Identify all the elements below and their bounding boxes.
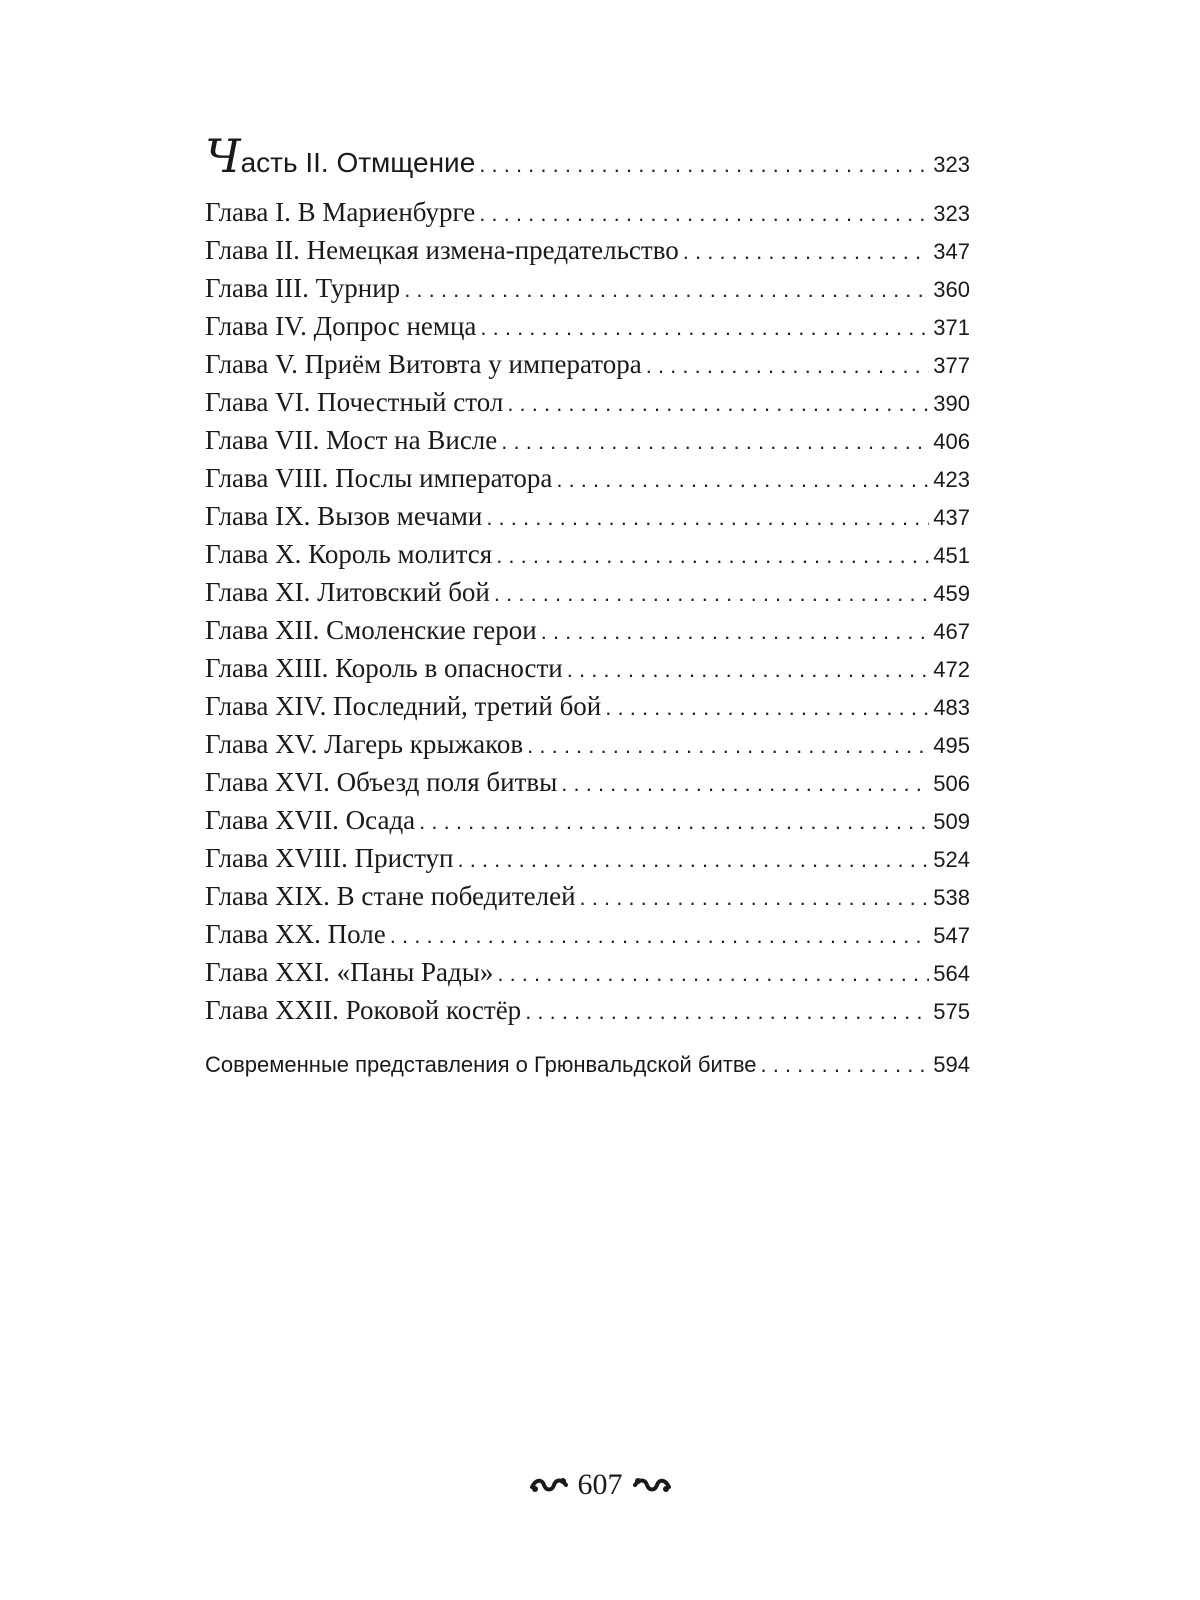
chapter-entry — [205, 573, 970, 611]
chapter-label: Глава II. Немецкая измена-предательство — [205, 235, 679, 265]
chapter-page-number: 538 — [933, 885, 970, 910]
dot-leader — [419, 803, 929, 841]
chapter-page-number: 467 — [933, 619, 970, 644]
dot-leader — [390, 917, 930, 955]
appendix-entry — [205, 1048, 970, 1082]
chapter-page-number: 524 — [933, 847, 970, 872]
chapter-entry — [205, 345, 970, 383]
dot-leader — [541, 613, 930, 651]
chapter-label: Глава XXII. Роковой костёр — [205, 995, 522, 1025]
chapter-entry — [205, 725, 970, 763]
chapter-page-number: 377 — [933, 353, 970, 378]
chapter-entry — [205, 801, 970, 839]
dot-leader — [479, 152, 929, 178]
appendix-page-number: 594 — [933, 1052, 970, 1077]
chapter-label: Глава V. Приём Витовта у императора — [205, 349, 642, 379]
chapter-entry — [205, 839, 970, 877]
chapter-page-number: 390 — [933, 391, 970, 416]
dot-leader — [501, 423, 929, 461]
chapter-label: Глава VIII. Послы императора — [205, 463, 553, 493]
chapter-page-number: 564 — [933, 961, 970, 986]
chapter-entry — [205, 307, 970, 345]
chapter-label: Глава XVI. Объезд поля битвы — [205, 767, 558, 797]
chapter-page-number: 495 — [933, 733, 970, 758]
chapter-label: Глава XVII. Осада — [205, 805, 416, 835]
folio-number: 607 — [577, 1468, 623, 1502]
dot-leader — [580, 879, 930, 917]
chapter-page-number: 575 — [933, 999, 970, 1024]
page-folio — [0, 1466, 1200, 1502]
chapter-label: Глава XXI. «Паны Рады» — [205, 957, 494, 987]
chapter-label: Глава VI. Почестный стол — [205, 387, 504, 417]
dot-leader — [404, 271, 929, 309]
chapter-entry — [205, 687, 970, 725]
dot-leader — [496, 537, 929, 575]
dot-leader — [561, 765, 929, 803]
appendix-label: Современные представления о Грюнвальдской битве — [205, 1052, 757, 1077]
chapter-page-number: 437 — [933, 505, 970, 530]
chapter-label: Глава IV. Допрос немца — [205, 311, 477, 341]
dot-leader — [646, 347, 930, 385]
dot-leader — [457, 841, 929, 879]
dot-leader — [567, 651, 930, 689]
chapter-label: Глава XII. Смоленские герои — [205, 615, 537, 645]
chapter-label: Глава XI. Литовский бой — [205, 577, 490, 607]
chapter-entry — [205, 535, 970, 573]
dot-leader — [556, 461, 929, 499]
chapter-entry — [205, 269, 970, 307]
dot-leader — [497, 955, 929, 993]
chapter-entry — [205, 953, 970, 991]
chapter-label: Глава XIII. Король в опасности — [205, 653, 563, 683]
part-heading — [205, 129, 970, 183]
chapter-label: Глава XX. Поле — [205, 919, 386, 949]
chapter-label: Глава XIX. В стане победителей — [205, 881, 576, 911]
dot-leader — [683, 233, 930, 271]
dot-leader — [486, 499, 929, 537]
dot-leader — [507, 385, 929, 423]
chapter-entry — [205, 991, 970, 1029]
dot-leader — [480, 309, 929, 347]
part-page-number: 323 — [933, 152, 970, 177]
chapter-page-number: 459 — [933, 581, 970, 606]
dot-leader — [605, 689, 929, 727]
chapter-label: Глава III. Турнир — [205, 273, 401, 303]
dot-leader — [479, 195, 929, 233]
chapter-entry — [205, 877, 970, 915]
chapter-entry — [205, 497, 970, 535]
chapter-page-number: 423 — [933, 467, 970, 492]
chapter-page-number: 472 — [933, 657, 970, 682]
chapter-page-number: 360 — [933, 277, 970, 302]
chapter-entry — [205, 459, 970, 497]
chapter-label: Глава X. Король молится — [205, 539, 493, 569]
chapter-page-number: 547 — [933, 923, 970, 948]
scroll-ornament-icon — [530, 1475, 568, 1495]
part-title — [205, 129, 476, 183]
scroll-ornament-icon — [633, 1475, 671, 1495]
chapter-label: Глава XVIII. Приступ — [205, 843, 454, 873]
dot-leader — [761, 1048, 930, 1082]
chapter-page-number: 406 — [933, 429, 970, 454]
chapter-entry — [205, 383, 970, 421]
chapter-page-number: 323 — [933, 201, 970, 226]
chapter-entry — [205, 231, 970, 269]
chapter-list — [205, 193, 970, 1029]
chapter-entry — [205, 763, 970, 801]
chapter-entry — [205, 193, 970, 231]
chapter-label: Глава I. В Мариенбурге — [205, 197, 476, 227]
part-title-rest: асть II. Отмщение — [240, 147, 476, 178]
chapter-label: Глава XIV. Последний, третий бой — [205, 691, 602, 721]
part-drop-cap: Ч — [205, 129, 241, 183]
chapter-page-number: 509 — [933, 809, 970, 834]
chapter-page-number: 506 — [933, 771, 970, 796]
chapter-page-number: 371 — [933, 315, 970, 340]
chapter-label: Глава VII. Мост на Висле — [205, 425, 498, 455]
chapter-page-number: 483 — [933, 695, 970, 720]
chapter-label: Глава XV. Лагерь крыжаков — [205, 729, 524, 759]
chapter-entry — [205, 421, 970, 459]
chapter-entry — [205, 611, 970, 649]
dot-leader — [527, 727, 929, 765]
chapter-entry — [205, 915, 970, 953]
dot-leader — [494, 575, 929, 613]
chapter-label: Глава IX. Вызов мечами — [205, 501, 483, 531]
chapter-entry — [205, 649, 970, 687]
chapter-page-number: 347 — [933, 239, 970, 264]
chapter-page-number: 451 — [933, 543, 970, 568]
dot-leader — [525, 993, 929, 1031]
